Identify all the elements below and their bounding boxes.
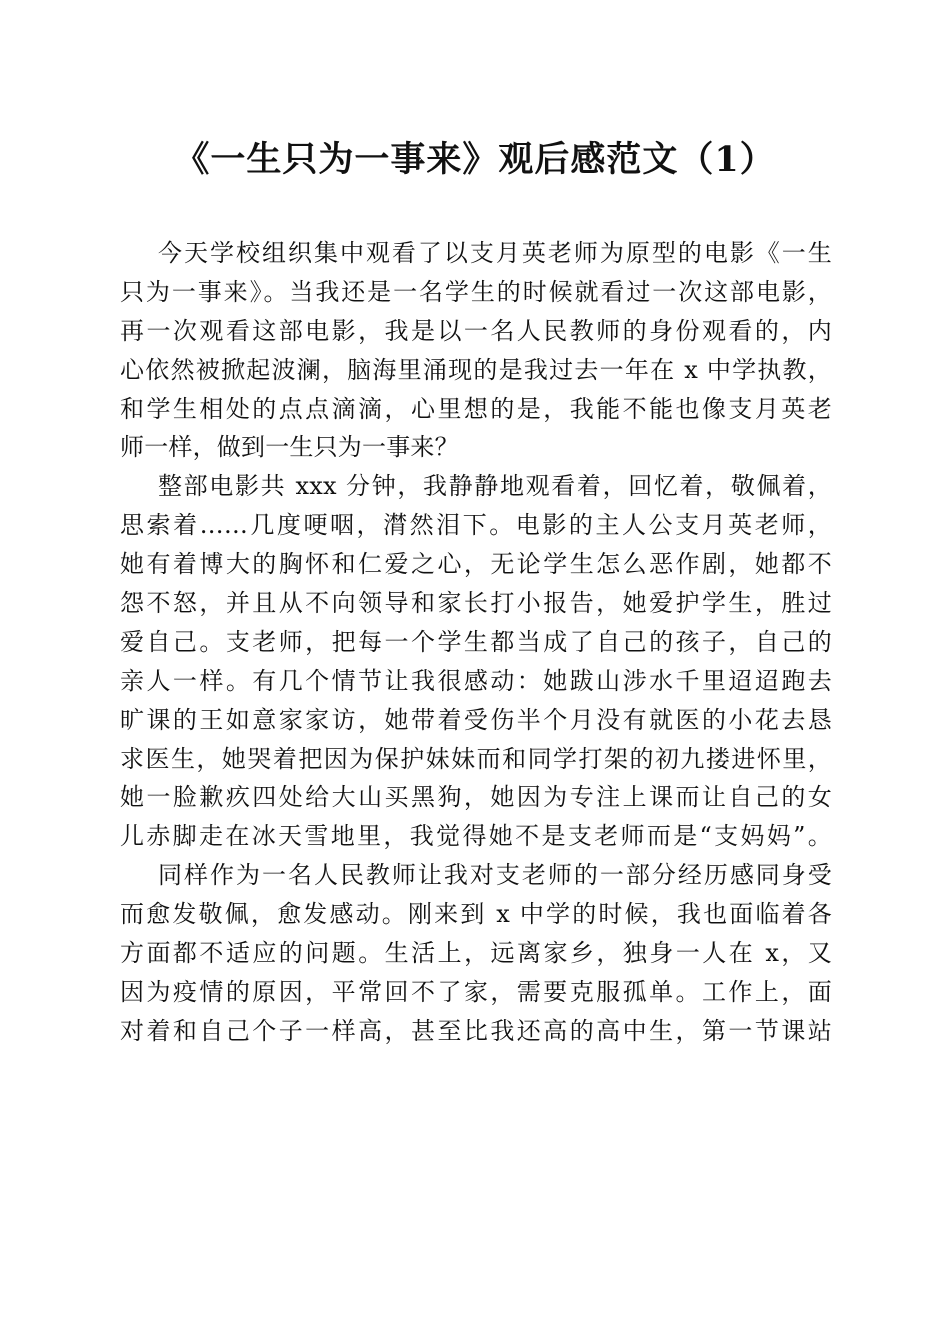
text-line: 和学生相处的点点滴滴，心里想的是，我能不能也像支月英老 [120, 394, 832, 423]
text-line: 求医生，她哭着把因为保护妹妹而和同学打架的初九搂进怀里， [120, 744, 832, 773]
paragraph-2 [120, 467, 832, 856]
document-body [120, 234, 832, 1051]
document-title: 《一生只为一事来》观后感范文（1） [174, 139, 776, 180]
text-line: 心依然被掀起波澜，脑海里涌现的是我过去一年在 x 中学执教， [120, 355, 832, 384]
text-line: 整部电影共 xxx 分钟，我静静地观看着，回忆着，敬佩着， [158, 472, 832, 501]
text-line: 师一样，做到一生只为一事来？ [120, 433, 459, 462]
text-line: 今天学校组织集中观看了以支月英老师为原型的电影《一生 [158, 239, 832, 267]
text-line: 儿赤脚走在冰天雪地里，我觉得她不是支老师而是“支妈妈”。 [120, 822, 832, 851]
text-line: 她一脸歉疚四处给大山买黑狗，她因为专注上课而让自己的女 [120, 783, 832, 812]
paragraph-1 [120, 234, 832, 467]
text-line: 思索着……几度哽咽，潸然泪下。电影的主人公支月英老师， [120, 511, 832, 540]
text-line: 而愈发敬佩，愈发感动。刚来到 x 中学的时候，我也面临着各 [120, 900, 832, 929]
text-line: 再一次观看这部电影，我是以一名人民教师的身份观看的，内 [120, 316, 832, 345]
text-line: 方面都不适应的问题。生活上，远离家乡，独身一人在 x，又 [120, 939, 832, 968]
text-line: 只为一事来》。当我还是一名学生的时候就看过一次这部电影， [120, 277, 832, 306]
text-line: 同样作为一名人民教师让我对支老师的一部分经历感同身受 [158, 861, 832, 890]
text-line: 怨不怒，并且从不向领导和家长打小报告，她爱护学生，胜过 [120, 589, 832, 618]
text-line: 旷课的王如意家家访，她带着受伤半个月没有就医的小花去恳 [120, 705, 832, 734]
text-line: 对着和自己个子一样高，甚至比我还高的高中生，第一节课站 [120, 1016, 832, 1045]
text-line: 亲人一样。有几个情节让我很感动：她跋山涉水千里迢迢跑去 [120, 666, 832, 695]
text-line: 她有着博大的胸怀和仁爱之心，无论学生怎么恶作剧，她都不 [120, 550, 832, 579]
text-line: 因为疫情的原因，平常回不了家，需要克服孤单。工作上，面 [120, 977, 832, 1006]
text-line: 爱自己。支老师，把每一个学生都当成了自己的孩子，自己的 [120, 627, 832, 656]
paragraph-3 [120, 856, 832, 1050]
